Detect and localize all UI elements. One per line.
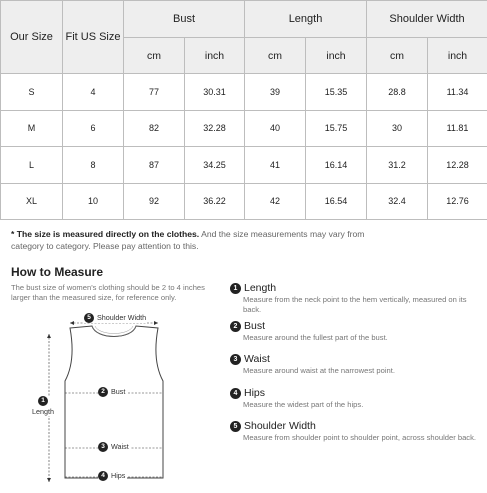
measure-item-bust <box>230 320 480 343</box>
table-cell: 16.14 <box>306 147 367 184</box>
header-shoulder-cm: cm <box>367 38 428 74</box>
table-row <box>1 110 487 147</box>
measure-title: Length <box>244 282 276 294</box>
header-shoulder-inch: inch <box>428 38 487 74</box>
header-bust-inch: inch <box>185 38 245 74</box>
table-row <box>1 147 487 184</box>
measure-desc: Measure the widest part of the hips. <box>243 400 480 410</box>
header-length: Length <box>245 1 367 38</box>
table-cell: 92 <box>124 183 185 220</box>
number-3-icon: 3 <box>230 354 241 365</box>
measure-item-hips <box>230 387 480 410</box>
number-5-icon: 5 <box>230 421 241 432</box>
size-chart-table <box>0 0 487 220</box>
measure-item-waist <box>230 353 480 376</box>
table-row <box>1 74 487 111</box>
table-cell: 12.28 <box>428 147 487 184</box>
table-cell: 11.34 <box>428 74 487 111</box>
table-cell: 6 <box>63 110 124 147</box>
table-cell: 30 <box>367 110 428 147</box>
how-to-measure-title: How to Measure <box>11 265 103 279</box>
table-cell: 8 <box>63 147 124 184</box>
diagram-label-shoulder: 5 Shoulder Width <box>84 313 146 323</box>
header-shoulder-width: Shoulder Width <box>367 1 487 38</box>
table-cell: 11.81 <box>428 110 487 147</box>
header-bust-cm: cm <box>124 38 185 74</box>
table-cell: 77 <box>124 74 185 111</box>
table-cell: 32.28 <box>185 110 245 147</box>
table-cell: 36.22 <box>185 183 245 220</box>
number-4-icon: 4 <box>230 388 241 399</box>
table-cell: 32.4 <box>367 183 428 220</box>
measure-title: Bust <box>244 320 265 332</box>
size-note-bold: * The size is measured directly on the clothes. <box>11 229 199 239</box>
table-cell: 15.35 <box>306 74 367 111</box>
table-cell: 4 <box>63 74 124 111</box>
table-cell: 28.8 <box>367 74 428 111</box>
number-2-icon: 2 <box>98 387 108 397</box>
size-note <box>11 228 371 252</box>
diagram-label-waist: 3 Waist <box>98 442 131 452</box>
size-note-rest: And the size measurements may vary from category to category. Please pay attention to this. <box>11 229 364 251</box>
table-cell: 39 <box>245 74 306 111</box>
table-cell: 34.25 <box>185 147 245 184</box>
table-cell: 42 <box>245 183 306 220</box>
measure-title: Waist <box>244 353 270 365</box>
table-cell: S <box>1 74 63 111</box>
number-1-icon: 1 <box>38 396 48 406</box>
measure-title: Shoulder Width <box>244 420 316 432</box>
table-cell: 12.76 <box>428 183 487 220</box>
header-our-size: Our Size <box>1 1 63 74</box>
measure-title: Hips <box>244 387 265 399</box>
header-fit-us-size: Fit US Size <box>63 1 124 74</box>
number-3-icon: 3 <box>98 442 108 452</box>
header-length-cm: cm <box>245 38 306 74</box>
table-cell: 10 <box>63 183 124 220</box>
diagram-label-length: 1 Length <box>32 396 54 416</box>
diagram-label-hips: 4 Hips <box>98 471 127 481</box>
number-5-icon: 5 <box>84 313 94 323</box>
measure-desc: Measure around waist at the narrowest point. <box>243 366 480 376</box>
table-cell: 30.31 <box>185 74 245 111</box>
table-cell: 15.75 <box>306 110 367 147</box>
table-cell: 40 <box>245 110 306 147</box>
table-cell: L <box>1 147 63 184</box>
measure-item-shoulder-width <box>230 420 480 443</box>
table-cell: 16.54 <box>306 183 367 220</box>
number-2-icon: 2 <box>230 321 241 332</box>
how-to-measure-desc: The bust size of women's clothing should be 2 to 4 inches larger than the measured size, for reference only. <box>11 283 216 303</box>
table-cell: M <box>1 110 63 147</box>
table-cell: 31.2 <box>367 147 428 184</box>
diagram-label-bust: 2 Bust <box>98 387 127 397</box>
table-cell: XL <box>1 183 63 220</box>
measure-desc: Measure from shoulder point to shoulder point, across shoulder back. <box>243 433 480 443</box>
measure-desc: Measure around the fullest part of the bust. <box>243 333 480 343</box>
table-cell: 87 <box>124 147 185 184</box>
tank-top-diagram <box>18 306 218 488</box>
number-1-icon: 1 <box>230 283 241 294</box>
measure-desc: Measure from the neck point to the hem vertically, measured on its back. <box>243 295 480 314</box>
header-length-inch: inch <box>306 38 367 74</box>
table-cell: 41 <box>245 147 306 184</box>
table-cell: 82 <box>124 110 185 147</box>
measure-item-length <box>230 282 480 314</box>
header-bust: Bust <box>124 1 245 38</box>
number-4-icon: 4 <box>98 471 108 481</box>
table-row <box>1 183 487 220</box>
